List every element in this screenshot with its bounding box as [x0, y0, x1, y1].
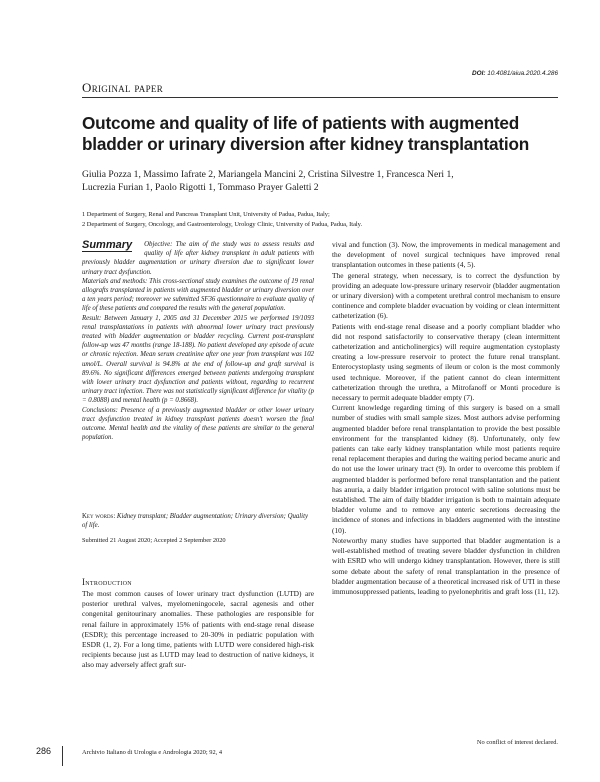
footer-divider: [62, 746, 63, 766]
right-paragraph-5: Noteworthy many studies have supported that bladder augmentation is a well-established method of treating severe bladder dysfunction in children with ESRD who will undergo kidney transplantation. However, there is still some debate about the safety of renal transplantation in the presence of bladder augmentation because of a theoretical increased risk of UTI in these immunosuppressed patients, leading to pyelonephritis and graft loss (11, 12).: [332, 535, 560, 596]
journal-citation: Archivio Italiano di Urologia e Andrologia 2020; 92, 4: [82, 749, 223, 756]
authors: [82, 168, 532, 194]
abstract-methods: Materials and methods: This cross-sectional study examines the outcome of 19 renal allografts transplanted in patients with augmented bladder or urinary diversion over a ten years period; moreover we submitted SF36 questionnaire to evaluate quality of life of these patients and compared the results with the general population.: [82, 277, 314, 313]
doi-value: 10.4081/aiua.2020.4.286: [487, 70, 558, 77]
introduction-text: [82, 589, 314, 671]
summary-heading: Summary: [82, 239, 133, 251]
keywords: [82, 512, 314, 530]
right-paragraph-3: Patients with end-stage renal disease and a poorly compliant bladder who did not respond satisfactorily to conservative therapy (clean intermittent catheterization and anticholinergics) will require augmentation cystoplasty creating a low-pressure reservoir to protect the future renal transplant. Enterocystoplasty using segments of ileum or colon is the most commonly used technique. Moreover, if the patient cannot do clean intermittent catheterization through the urethra, a Mitrofanoff or Monti procedure is necessary to permit adequate bladder empty (7).: [332, 321, 560, 403]
affiliations: [82, 210, 552, 230]
affiliation-1: 1 Department of Surgery, Renal and Pancreas Transplant Unit, University of Padua, Padua, Italy;: [82, 211, 330, 218]
right-paragraph-2: The general strategy, when necessary, is to correct the dysfunction by providing an adequate low-pressure urinary reservoir (bladder augmentation or urinary diversion) with a competent urethral control mechanism to ensure continence and complete bladder evacuation by voiding or clean intermittent catheterization (6).: [332, 270, 560, 321]
authors-line-1: Giulia Pozza 1, Massimo Iafrate 2, Mariangela Mancini 2, Cristina Silvestre 1, Francesca Neri 1,: [82, 169, 454, 180]
abstract: [82, 240, 314, 442]
introduction-paragraph: The most common causes of lower urinary tract dysfunction (LUTD) are posterior urethral valves, myelomeningocele, sacral agenesis and other congenital genitourinary anomalies. These pathologies are responsible for renal failure in approximately 15% of patients with end-stage renal disease (ESDR); this percentage increased to 20-30% in pediatric population with ESDR (1, 2). For a long time, patients with LUTD were considered high-risk recipients because just as LUTD may lead to destruction of native kidneys, it also may adversely affect graft sur-: [82, 589, 314, 670]
authors-line-2: Lucrezia Furian 1, Paolo Rigotti 1, Tommaso Prayer Galetti 2: [82, 182, 319, 193]
conflict-statement: No conflict of interest declared.: [476, 739, 558, 746]
right-paragraph-1: vival and function (3). Now, the improvements in medical management and the development of novel surgical techniques have improved renal transplantation outcomes in these patients (4, 5).: [332, 240, 560, 270]
introduction-heading: Introduction: [82, 577, 132, 587]
submission-dates: Submitted 21 August 2020; Accepted 2 September 2020: [82, 537, 226, 544]
affiliation-2: 2 Department of Surgery, Oncology, and Gastroenterology, Urology Clinic, University of Padua, Padua, Italy.: [82, 221, 363, 228]
abstract-conclusions: Conclusions: Presence of a previously augmented bladder or other lower urinary tract dysfunction treated in kidney transplant patients doesn't worsen the final outcome. Mental health and the vitality of these patients are similar to the general population.: [82, 406, 314, 442]
page-number: 286: [36, 746, 52, 756]
keywords-label: Key words:: [82, 513, 116, 520]
doi: [472, 70, 558, 77]
article-title: Outcome and quality of life of patients with augmented bladder or urinary diversion after kidney transplantation: [82, 113, 530, 154]
abstract-objective: Objective: The aim of the study was to assess results and quality of life after kidney transplant in adult patients with previously bladder augmentation or urinary diversion due to significant lower urinary tract dysfunction.: [82, 241, 314, 276]
keywords-text: Kidney transplant; Bladder augmentation; Urinary diversion; Quality of life.: [82, 513, 308, 530]
section-label: Original paper: [82, 80, 164, 95]
right-column: [332, 240, 560, 597]
doi-label: DOI:: [472, 70, 486, 77]
header-rule: [82, 97, 558, 98]
abstract-results: Result: Between January 1, 2005 and 31 December 2015 we performed 19/1093 renal transplantations in patients with abnormal lower urinary tract previously treated with bladder augmentation or bladder recycling. Current post-transplant follow-up was 47 months (range 18-188). No patient developed any episode of acute or chronic rejection. Mean serum creatinine after one year from transplant was 102 umol/L. Overall survival is 94.8% at the end of follow-up and graft survival is 89.6%. No significant differences emerged between patients undergoing transplant with lower urinary tract dysfunction and patients without, regarding to recurrent urinary tract infection. There was not statistically significant difference for vitality (p = 0.8088) and mental health (p = 0.8668).: [82, 314, 314, 405]
right-paragraph-4: Current knowledge regarding timing of this surgery is based on a small number of studies with small sample sizes. Most authors advise performing augmented bladder before renal transplantation to provide the best possible environment for the transplanted kidney (8). Unfortunately, only few patients can take early kidney transplantation while most patients require renal replacement therapies and during the waiting period became anuric and do not use the lower urinary tract (9). In order to overcome this problem if augmented bladder is performed before renal transplantation and the patient has anuria, a daily bladder irrigation protocol with saline solutions must be established. The aim of daily bladder irrigation is both to maintain adequate bladder volume and to remove any enteric secretions decreasing the incidence of stones and infections in bladders augmented with the intestine (10).: [332, 403, 560, 535]
